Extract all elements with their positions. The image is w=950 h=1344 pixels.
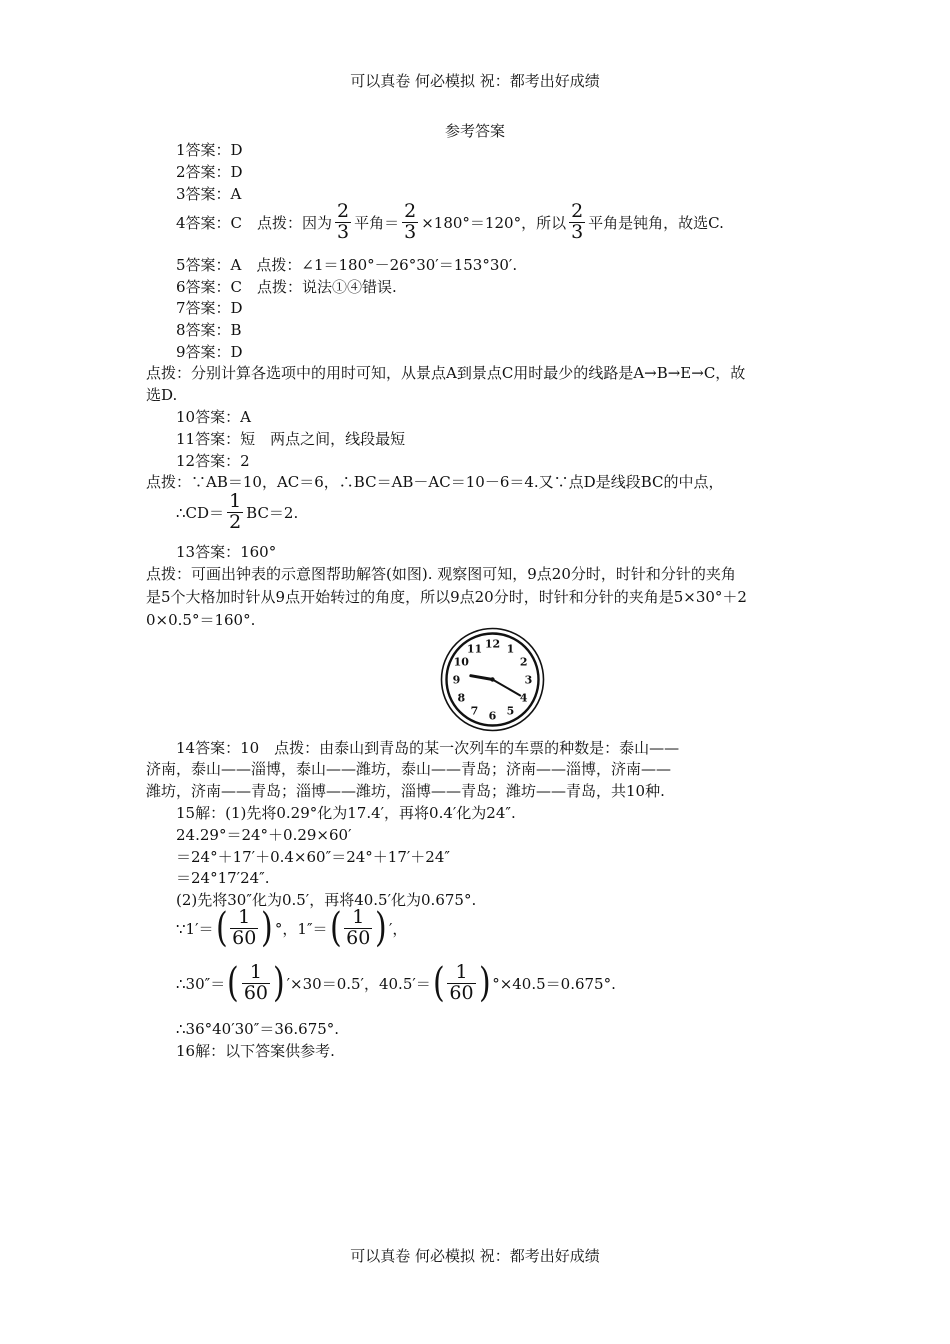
answer-13-tip-line2: 是5个大格加时针从9点开始转过的角度，所以9点20分时，时针和分针的夹角是5×30°＋2 xyxy=(146,588,747,606)
fraction-two-thirds xyxy=(402,202,418,243)
fraction-numerator: 2 xyxy=(571,200,584,222)
answer-13: 13答案：160° xyxy=(176,543,277,561)
fraction-denominator: 60 xyxy=(243,981,269,1004)
clock-number-2: 2 xyxy=(519,655,528,669)
clock-number-10: 10 xyxy=(453,655,469,669)
clock-number-9: 9 xyxy=(452,673,461,687)
answer-11: 11答案：短 两点之间，线段最短 xyxy=(176,430,406,448)
answer-15-line3: ＝24°＋17′＋0.4×60″＝24°＋17′＋24″ xyxy=(176,848,450,866)
answer-1: 1答案：D xyxy=(176,141,243,159)
fraction-numerator: 1 xyxy=(242,963,270,984)
fraction-numerator: 1 xyxy=(447,963,475,984)
clock-number-11: 11 xyxy=(466,642,483,656)
clock-number-3: 3 xyxy=(524,673,533,687)
clock-center xyxy=(490,677,494,681)
fraction-one-half xyxy=(227,492,243,533)
answer-9: 9答案：D xyxy=(176,343,243,361)
fraction-denominator: 3 xyxy=(337,220,350,243)
fraction-numerator: 1 xyxy=(230,908,258,929)
answer-15-line4: ＝24°17′24″. xyxy=(176,869,270,887)
fraction-two-thirds xyxy=(569,202,585,243)
clock-number-7: 7 xyxy=(470,704,479,718)
answer-4-pre: 4答案：C 点拨：因为 xyxy=(176,213,333,232)
fraction-denominator: 60 xyxy=(346,926,371,949)
answer-15-line6 xyxy=(176,905,408,952)
answer-13-tip-line3: 0×0.5°＝160°. xyxy=(146,611,256,629)
answer-15-line1: 15解：(1)先将0.29°化为17.4′，再将0.4′化为24″. xyxy=(176,804,516,822)
answer-14-line3: 潍坊，济南——青岛；淄博——潍坊，淄博——青岛；潍坊——青岛，共10种. xyxy=(146,782,665,800)
fraction-denominator: 3 xyxy=(571,220,584,243)
answer-8: 8答案：B xyxy=(176,321,242,339)
answer-15-line7-mid: ′×30＝0.5′，40.5′＝ xyxy=(286,974,431,993)
answer-5: 5答案：A 点拨：∠1＝180°－26°30′＝153°30′. xyxy=(176,256,518,274)
clock-number-6: 6 xyxy=(488,709,497,723)
answer-12-cd-pre: ∴CD＝ xyxy=(176,503,225,522)
clock-number-12: 12 xyxy=(484,637,501,651)
page-footer: 可以真卷 何必模拟 祝：都考出好成绩 xyxy=(350,1247,600,1265)
fraction-numerator: 1 xyxy=(229,490,242,512)
answer-12: 12答案：2 xyxy=(176,452,250,470)
answer-15-line6-post: ′， xyxy=(388,919,408,938)
answer-6: 6答案：C 点拨：说法①④错误. xyxy=(176,278,397,296)
answer-15-line6-mid: °，1″＝ xyxy=(274,919,328,938)
answer-12-tip: 点拨：∵AB＝10，AC＝6，∴BC＝AB－AC＝10－6＝4.又∵点D是线段BC的中点， xyxy=(146,473,724,491)
answer-15-line8: ∴36°40′30″＝36.675°. xyxy=(176,1020,340,1038)
fraction-one-sixtieth xyxy=(447,963,475,1004)
paren-fraction-one-sixtieth: ( $\frac{1}{60}$ ) xyxy=(329,905,388,952)
fraction-denominator: 3 xyxy=(404,220,417,243)
answer-12-cd xyxy=(176,492,298,533)
answer-15-line6-pre: ∵1′＝ xyxy=(176,919,214,938)
fraction-denominator: 60 xyxy=(449,981,474,1004)
answer-15-line7-post: °×40.5＝0.675°. xyxy=(492,974,616,993)
answer-10: 10答案：A xyxy=(176,408,251,426)
fraction-denominator: 60 xyxy=(232,926,257,949)
fraction-one-sixtieth xyxy=(344,908,372,949)
answer-16: 16解：以下答案供参考. xyxy=(176,1042,335,1060)
answer-13-tip-line1: 点拨：可画出钟表的示意图帮助解答(如图). 观察图可知，9点20分时，时针和分针的夹角 xyxy=(146,565,736,583)
fraction-numerator: 2 xyxy=(337,200,350,222)
answer-15-line7-pre: ∴30″＝ xyxy=(176,974,226,993)
answer-4-post: 平角是钝角，故选C. xyxy=(588,213,724,232)
paren-fraction-one-sixtieth: ( $\frac{1}{60}$ ) xyxy=(227,960,285,1007)
answer-4-mid2: ×180°＝120°，所以 xyxy=(421,213,567,232)
fraction-one-sixtieth xyxy=(230,908,258,949)
answer-15-line2: 24.29°＝24°＋0.29×60′ xyxy=(176,826,352,844)
answer-4-mid: 平角＝ xyxy=(354,213,400,232)
paren-fraction-one-sixtieth: ( $\frac{1}{60}$ ) xyxy=(432,960,491,1007)
fraction-denominator: 2 xyxy=(229,510,242,533)
answer-15-line7 xyxy=(176,960,616,1007)
answer-9-tip-line2: 选D. xyxy=(146,386,178,404)
page-title: 参考答案 xyxy=(444,122,505,140)
paren-fraction-one-sixtieth: ( $\frac{1}{60}$ ) xyxy=(215,905,273,952)
answer-12-cd-post: BC＝2. xyxy=(246,503,299,522)
clock-number-8: 8 xyxy=(457,691,466,705)
answer-14-line1: 14答案：10 点拨：由泰山到青岛的某一次列车的车票的种数是：泰山—— xyxy=(176,739,680,757)
answer-14-line2: 济南，泰山——淄博，泰山——潍坊，泰山——青岛；济南——淄博，济南—— xyxy=(146,760,672,778)
answer-2: 2答案：D xyxy=(176,163,243,181)
clock-number-4: 4 xyxy=(519,691,528,705)
answer-9-tip-line1: 点拨：分别计算各选项中的用时可知，从景点A到景点C用时最少的线路是A→B→E→C，故 xyxy=(146,364,746,382)
clock-number-5: 5 xyxy=(506,704,515,718)
fraction-numerator: 2 xyxy=(404,200,417,222)
answer-4 xyxy=(176,202,724,243)
fraction-one-sixtieth xyxy=(242,963,270,1004)
fraction-numerator: 1 xyxy=(344,908,372,929)
page-header: 可以真卷 何必模拟 祝：都考出好成绩 xyxy=(350,72,600,90)
clock-number-1: 1 xyxy=(506,642,515,656)
clock-diagram xyxy=(440,627,545,732)
answer-3: 3答案：A xyxy=(176,185,242,203)
answer-7: 7答案：D xyxy=(176,299,243,317)
answer-15-line5: (2)先将30″化为0.5′，再将40.5′化为0.675°. xyxy=(176,891,477,909)
fraction-two-thirds xyxy=(335,202,351,243)
